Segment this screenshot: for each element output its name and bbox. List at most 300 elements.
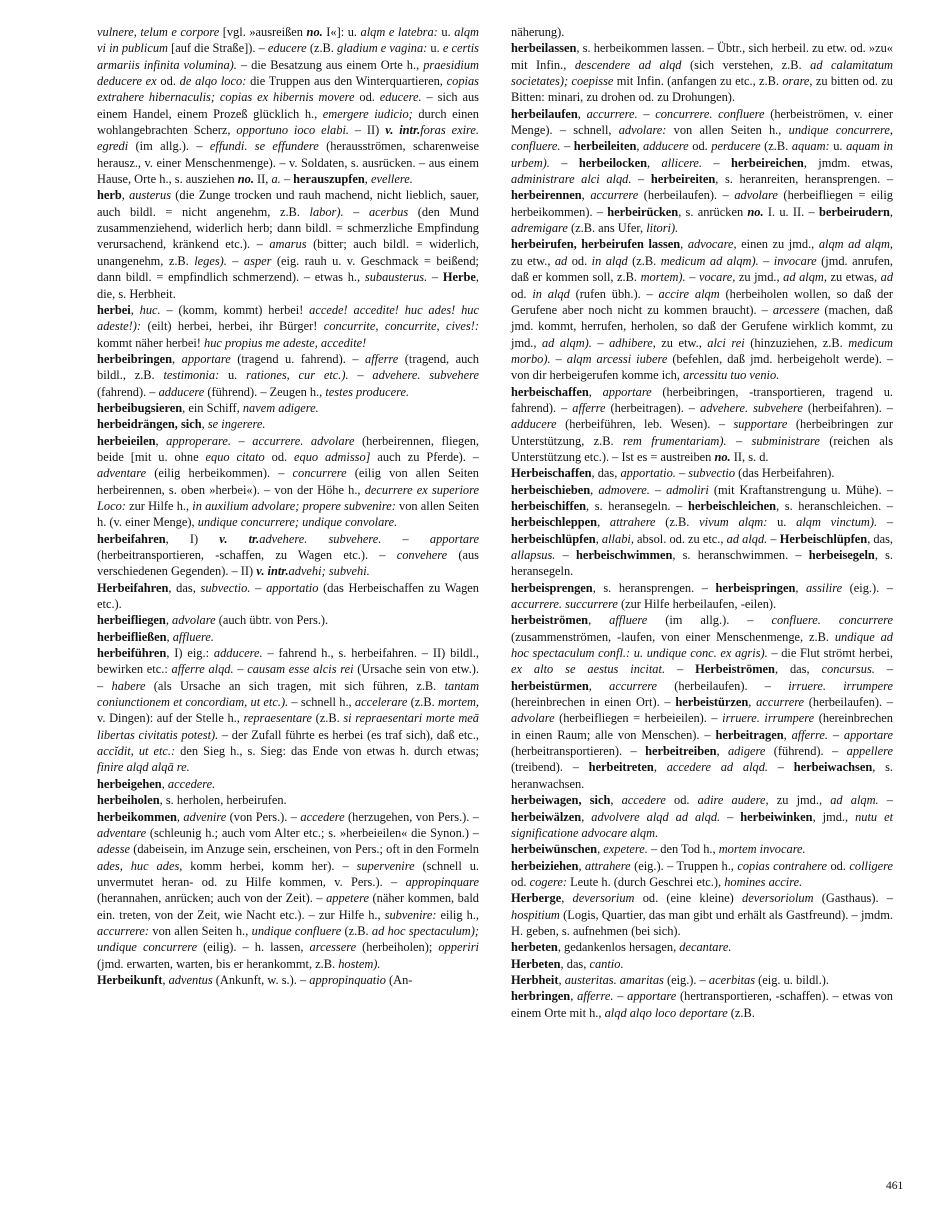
entry-latin: afferre. — [577, 989, 614, 1004]
entry-text: , — [590, 482, 599, 497]
entry-latin: e certis armariis infinita volumina). — [97, 41, 480, 72]
entry-headword: herbeitreten — [588, 760, 654, 775]
entry-latin: advehere. subvehere — [700, 400, 803, 415]
entry-latin: concurrite, concurrite, cives!: — [323, 319, 479, 334]
entry-latin: medicum morbo). — [511, 335, 893, 366]
entry-text: I. u. II. – — [763, 204, 819, 219]
entry-text: komm herbei, komm her). – — [182, 858, 357, 873]
entry-latin: affluere. — [172, 629, 214, 644]
entry-text: , I) eig.: — [166, 646, 214, 661]
entry-text: – — [280, 172, 294, 187]
entry-latin: assilire — [806, 580, 843, 595]
entry-latin: admovere. — [598, 482, 650, 497]
entry-latin: appropinquare — [405, 874, 479, 889]
dictionary-entry — [97, 629, 479, 645]
entry-latin: decurrere ex superiore Loco: — [97, 482, 479, 513]
entry-headword: herbeirufen, herbeirufen lassen — [511, 237, 681, 252]
entry-headword: herbeirücken — [607, 204, 679, 219]
entry-text: (rufen übh.). – — [569, 286, 659, 301]
entry-text: , das, — [168, 580, 201, 595]
entry-latin: expetere. — [603, 842, 648, 857]
entry-latin: ad alqm. — [830, 793, 879, 808]
entry-text: – — [560, 139, 574, 154]
entry-text: (herbeiströmen, v. einer Menge). – schnell, — [511, 106, 893, 138]
entry-latin: effundi. se effundere — [209, 139, 319, 154]
entry-headword: herbeidrängen, sich — [97, 417, 202, 432]
entry-latin: adducere — [158, 384, 205, 399]
entry-latin: allicere. — [661, 155, 703, 170]
entry-text: durch einen wohlangebrachten Scherz, — [97, 106, 479, 138]
entry-latin: austeritas. amaritas — [564, 972, 664, 987]
entry-headword: herbeistürmen — [511, 678, 589, 693]
entry-abbrev: v. tr. — [219, 531, 260, 546]
entry-headword: herbeikommen — [97, 809, 177, 824]
entry-latin: convehere — [396, 548, 448, 562]
entry-text: (herannahen, anrücken; auch von der Zeit). – — [97, 891, 327, 906]
entry-latin: equo citato — [205, 449, 265, 464]
entry-text: zur Hilfe h., — [125, 498, 193, 513]
entry-text: – — [343, 204, 369, 219]
entry-text: (dabeisein, im Anzuge sein, erscheinen, von Pers.; oft in den Formeln — [130, 842, 479, 857]
entry-text: (jmd. anrufen, daß er kommen soll, z.B. — [511, 253, 894, 285]
entry-text: , s. heranschwimmen. – — [672, 548, 809, 562]
entry-text: zu jmd., — [735, 270, 784, 285]
entry-latin: accurrere — [590, 188, 639, 203]
entry-latin: undique ad hoc spectaculum confl.: u. undique conc. ex agris). — [511, 629, 893, 661]
entry-text: od. — [688, 139, 712, 154]
entry-text: , s. heransegeln. – — [586, 498, 688, 513]
entry-text: od. — [665, 793, 698, 808]
entry-latin: foras exire. egredi — [97, 123, 479, 154]
entry-text: , — [558, 972, 565, 987]
entry-text: (treibend). – — [511, 760, 589, 775]
entry-headword: Herbeifahren — [97, 580, 169, 595]
entry-latin: nutu et significatione advocare alqm. — [511, 809, 894, 840]
entry-text: , — [364, 172, 371, 187]
entry-text: (z.B. — [306, 41, 338, 56]
entry-text: (sich verstehen, z.B. — [681, 57, 811, 72]
entry-headword: Herbeikunft — [97, 972, 163, 987]
entry-text: (herbeilaufen). – — [804, 695, 893, 710]
entry-headword: herbeirennen — [511, 188, 582, 203]
entry-text: (tragend u. fahrend). – — [230, 351, 365, 366]
entry-latin: administrare alci alqd. — [511, 172, 632, 187]
entry-latin: confluere. concurrere — [771, 613, 893, 628]
entry-latin: admoliri — [666, 482, 709, 497]
entry-latin: alqm arcessi iubere — [566, 351, 668, 366]
dictionary-entry — [511, 858, 893, 891]
dictionary-entry — [97, 972, 479, 988]
entry-text: II, s. d. — [730, 449, 769, 464]
entry-text: , das, — [560, 956, 590, 971]
entry-text: , — [680, 237, 688, 252]
entry-text: zu etw., — [511, 253, 555, 268]
entry-text: – — [665, 662, 696, 677]
entry-text: , — [130, 302, 140, 317]
entry-text: (führend). – Zeugen h., — [204, 384, 326, 399]
entry-headword: herbeigehen — [97, 776, 162, 791]
entry-latin: adducere. — [213, 646, 263, 661]
entry-text: (tragend, auch bildl., z.B. — [97, 351, 479, 383]
entry-text: , — [588, 384, 603, 399]
entry-text: (herbeirennen, fliegen, beide [mit u. ohne — [97, 433, 479, 464]
entry-latin: apportare — [429, 531, 479, 546]
entry-headword: herbeischleppen — [511, 515, 598, 530]
entry-headword: herbeischaffen — [511, 384, 589, 399]
entry-text: (herbeibringen zur Unterstützung, z.B. — [511, 417, 893, 448]
entry-text: zu etw., — [655, 335, 708, 350]
entry-headword: herbringen — [511, 989, 571, 1004]
entry-text: (eilig von allen Seiten herbeirennen, s. oben »herbei«). – von der Höhe h., — [97, 466, 479, 497]
page-number: 461 — [886, 1180, 904, 1192]
entry-text: – — [878, 793, 893, 808]
entry-text: (herbeibringen, -transportieren, tragend u. fahrend). – — [511, 384, 893, 415]
entry-text: (jmd. erwarten, warten, bis er herankommt, z.B. — [97, 956, 339, 971]
entry-text: , das, — [774, 662, 822, 677]
entry-latin: allabi, — [601, 531, 634, 546]
entry-latin: alqm vi in publicum — [97, 25, 479, 56]
entry-text: (herbeiholen); — [356, 940, 439, 955]
entry-text: (Ankunft, w. s.). – — [212, 972, 310, 987]
entry-text: (z.B. — [407, 695, 439, 710]
entry-text: (herzugehen, von Pers.). – — [344, 809, 479, 824]
entry-text: , s. herholen, herbeirufen. — [159, 793, 287, 808]
entry-latin: testimonia: — [163, 368, 220, 383]
entry-headword: herbeischiffen — [511, 498, 587, 513]
entry-text: – — [726, 433, 752, 448]
entry-text: , das, — [867, 531, 894, 546]
entry-latin: deversorium — [572, 891, 635, 906]
entry-latin: testes producere. — [325, 384, 410, 399]
entry-headword: Herbeiströmen — [695, 662, 775, 677]
entry-latin: litori). — [646, 221, 679, 236]
entry-latin: amarus — [269, 237, 307, 252]
entry-latin: arcessere — [309, 940, 357, 955]
entry-text: u. — [437, 25, 455, 39]
entry-latin: advehi; subvehi. — [288, 564, 370, 579]
entry-headword: herbeifahren — [97, 531, 166, 546]
entry-text: u. — [767, 515, 797, 530]
entry-latin: homines accire. — [724, 874, 803, 889]
entry-headword: herbeischlüpfen — [511, 531, 596, 546]
entry-text: – — [702, 155, 732, 170]
dictionary-entry — [511, 612, 893, 792]
entry-latin: accurrere — [756, 695, 805, 710]
entry-text: (herbeitransportieren). – — [511, 744, 646, 759]
entry-headword: herbeibugsieren — [97, 400, 183, 415]
entry-latin: emergere iudicio; — [322, 106, 413, 121]
entry-latin: alqm e latebra: — [360, 25, 438, 39]
entry-latin: approperare. — [166, 433, 231, 448]
entry-latin: in alqd — [532, 286, 570, 301]
entry-latin: afferre alqd. — [171, 662, 234, 677]
entry-text: (eig. u. bildl.). — [755, 972, 830, 987]
entry-latin: supportare — [733, 417, 788, 432]
entry-text: (herbeifahren). – — [802, 400, 893, 415]
entry-text: eilig h., — [436, 907, 480, 922]
entry-latin: advolare: — [618, 123, 667, 138]
entry-text: – — [631, 172, 651, 187]
entry-latin: evellere. — [370, 172, 413, 187]
entry-latin: ex alto se aestus incitat. — [511, 662, 666, 677]
entry-text: – — [250, 580, 267, 595]
entry-headword: herbeischwimmen — [575, 548, 673, 562]
entry-latin: habere — [111, 678, 146, 693]
entry-text: , — [578, 858, 585, 873]
dictionary-entry — [511, 40, 893, 105]
dictionary-entry — [511, 841, 893, 857]
entry-text: (eilig). – h. lassen, — [197, 940, 310, 955]
entry-latin: accurrere. succurrere — [511, 597, 618, 612]
entry-text: auch zu Pferde). – — [370, 449, 479, 464]
entry-latin: allapsus. — [511, 548, 556, 562]
entry-headword: herbeitragen — [715, 727, 784, 742]
entry-text: – — [226, 253, 244, 268]
entry-latin: opperiri — [438, 940, 479, 955]
entry-text: zu jmd., — [768, 793, 831, 808]
entry-text: – — [827, 727, 844, 742]
entry-latin: advocare, — [687, 237, 737, 252]
entry-text: – — [649, 482, 667, 497]
entry-text: od. — [264, 449, 295, 464]
entry-text: (hertransportieren, -schaffen). – etwas von einem Orte mit h., — [511, 989, 893, 1020]
entry-text: I«]: u. — [322, 25, 361, 39]
entry-text: , gedankenlos hersagen, — [557, 940, 680, 955]
dictionary-entry — [97, 400, 479, 416]
entry-latin: copias extrahere hibernaculis; copias ex hibernis movere — [97, 74, 479, 105]
entry-text: , s. heransegeln. — [511, 548, 893, 579]
entry-text: , — [581, 188, 591, 203]
entry-latin: adducere — [511, 417, 557, 432]
entry-headword: herbeitreiben — [645, 744, 717, 759]
entry-text: (z.B. — [627, 253, 661, 268]
entry-latin: accedere. — [167, 776, 216, 791]
entry-text: (machen, daß jmd. kommt, herrufen, herholen, so daß der Gerufene wirklich kommt, zu jmd., — [511, 302, 893, 350]
entry-headword: herbeischieben — [511, 482, 591, 497]
entry-latin: in auxilium advolare; propere subvenire: — [192, 498, 396, 513]
entry-headword: herbeiströmen — [511, 613, 589, 628]
entry-abbrev: no. — [306, 25, 323, 39]
entry-latin: accire alqm — [658, 286, 720, 301]
entry-latin: in alqd — [591, 253, 628, 268]
entry-headword: Herbe — [442, 270, 476, 285]
entry-text: , — [155, 433, 167, 448]
entry-latin: mortem, — [438, 695, 479, 710]
entry-headword: herbeireiten — [650, 172, 716, 187]
entry-latin: arcessitu tuo venio. — [683, 368, 780, 383]
entry-text: od. — [511, 874, 530, 889]
entry-latin: rem frumentariam). — [623, 433, 727, 448]
entry-latin: advolare — [511, 711, 555, 726]
entry-latin: a. — [271, 172, 281, 187]
entry-latin: afferre — [365, 351, 399, 366]
entry-text: (reichen als Unterstützung etc.). – Ist es = austreiben — [511, 433, 894, 464]
entry-latin: appetere — [326, 891, 369, 906]
entry-text: (herbeifliegen = herbeieilen). – — [554, 711, 723, 726]
dictionary-entry — [97, 351, 479, 400]
entry-text: , — [162, 972, 169, 987]
entry-latin: aquam: — [791, 139, 830, 154]
entry-headword: herbeilaufen — [511, 106, 578, 121]
dictionary-entry — [511, 580, 893, 613]
entry-headword: herbeten — [511, 940, 558, 955]
entry-latin: accurrere. advolare — [252, 433, 355, 448]
entry-text: (eig.). – — [663, 972, 709, 987]
entry-text: , — [176, 809, 184, 824]
entry-text: (herbeitragen). – — [605, 400, 701, 415]
entry-latin: alqm ad alqm, — [818, 237, 894, 252]
entry-headword: Herbeten — [511, 956, 561, 971]
entry-text: , s. anrücken — [678, 204, 748, 219]
entry-latin: apportare — [627, 989, 677, 1004]
dictionary-entry — [97, 187, 479, 301]
entry-latin: attrahere — [585, 858, 631, 873]
entry-headword: herbeisegeln — [808, 548, 875, 562]
entry-text: (z.B. ans Ufer, — [567, 221, 647, 236]
entry-latin: navem adigere. — [242, 400, 319, 415]
dictionary-entry — [511, 106, 893, 237]
entry-latin: tantam coniunctionem et concordiam, ut etc.). — [97, 678, 480, 710]
right-column — [511, 24, 893, 1021]
entry-text: od. — [354, 90, 380, 105]
entry-latin: finire alqd alqā re. — [97, 760, 190, 775]
entry-latin: colligere — [849, 858, 894, 873]
entry-text: , s. heranreiten, heransprengen. – — [715, 172, 894, 187]
entry-text: (z.B. — [312, 711, 344, 726]
entry-latin: leges). — [194, 253, 227, 268]
entry-latin: adventus — [168, 972, 213, 987]
entry-headword: herbeileiten — [573, 139, 637, 154]
entry-text: , — [561, 891, 573, 906]
dictionary-entry — [511, 890, 893, 939]
entry-text: von allen Seiten h., — [149, 923, 252, 938]
entry-text: [vgl. »ausreißen — [219, 25, 307, 39]
entry-text: – den Tod h., — [647, 842, 719, 857]
dictionary-entry — [511, 988, 893, 1021]
entry-latin: irruere. irrumpere — [788, 678, 893, 693]
dictionary-entry — [97, 433, 479, 531]
entry-text: kommt näher herbei! — [97, 335, 205, 350]
entry-text: (Logis, Quartier, das man gibt und erhält als Gastfreund). – jmdm. H. geben, s. aufnehmen (bei sich). — [511, 907, 893, 938]
entry-latin: repraesentare — [243, 711, 313, 726]
entry-headword: Herbeischlüpfen — [779, 531, 868, 546]
entry-text: (hereinbrechen in einen Ort). – — [511, 695, 676, 710]
entry-headword: berbeirudern — [818, 204, 890, 219]
entry-headword: herbeiholen — [97, 793, 160, 808]
entry-text: , s. heransprengen. – — [592, 580, 716, 595]
entry-text: näherung). — [511, 25, 565, 39]
entry-text: – — [555, 548, 576, 562]
entry-text: (hinzuziehen, z.B. — [744, 335, 849, 350]
entry-text: (von Pers.). – — [226, 809, 301, 824]
entry-latin: equo admisso] — [294, 449, 371, 464]
entry-latin: attrahere — [609, 515, 656, 530]
entry-headword: herbeiführen — [97, 646, 167, 661]
entry-text: od. — [511, 286, 533, 301]
entry-latin: de alqo loco: — [179, 74, 247, 89]
entry-latin: orare, — [782, 74, 813, 89]
dictionary-entry — [511, 465, 893, 481]
entry-latin: accede! accedite! huc ades! huc adeste!): — [97, 302, 479, 334]
dictionary-entry — [97, 416, 479, 432]
entry-latin: subvectio. — [200, 580, 251, 595]
entry-text: (zur Hilfe herbeilaufen, -eilen). — [617, 597, 777, 612]
entry-text: (herbeitransportieren, -schaffen, zu Wagen etc.). – — [97, 548, 397, 562]
entry-latin: asper — [243, 253, 272, 268]
entry-latin: se ingerere. — [207, 417, 266, 432]
entry-latin: accelerare — [354, 695, 408, 710]
entry-text: II, — [253, 172, 272, 187]
entry-latin: ad — [880, 270, 894, 285]
entry-latin: undique concurrere; undique convolare. — [197, 515, 398, 530]
entry-headword: herbei — [97, 302, 131, 317]
entry-text: , — [597, 842, 604, 857]
entry-latin: vulnere, telum e corpore — [97, 25, 220, 39]
dictionary-entry — [97, 776, 479, 792]
entry-latin: rationes, cur etc.). — [246, 368, 349, 383]
entry-text: , — [121, 188, 130, 203]
left-column — [97, 24, 479, 988]
entry-text: (mit Kraftanstrengung u. Mühe). – — [708, 482, 894, 497]
entry-latin: mortem). — [640, 270, 686, 285]
entry-headword: herbeispringen — [715, 580, 796, 595]
entry-text: – — [768, 760, 794, 775]
entry-text: , — [588, 613, 610, 628]
entry-latin: alqm vinctum). — [796, 515, 878, 530]
dictionary-entry — [97, 24, 479, 187]
entry-text: (zusammenströmen, -laufen, von einer Menschenmenge, z.B. — [511, 629, 835, 644]
entry-text: – — [427, 270, 443, 285]
entry-latin: subministrare — [751, 433, 820, 448]
entry-text: , — [201, 417, 208, 432]
dictionary-entry — [511, 236, 893, 383]
entry-text: (den Mund zusammenziehend, widerlich herb; dann bildl. = schmerzliche Empfindung verursachend, kränkend etc.). – — [97, 204, 480, 252]
entry-abbrev: v. intr. — [385, 123, 421, 138]
entry-text: – — [550, 351, 567, 366]
entry-text: , — [783, 727, 792, 742]
entry-text: – — [613, 989, 628, 1004]
entry-text: (eilig herbeikommen). – — [146, 466, 293, 481]
dictionary-entry — [511, 972, 893, 988]
entry-text: (herausströmen, scharenweise herausz., v. einer Menschenmenge). – v. Soldaten, s. ausrücken. – aus einem Hause, Orte h., s. ausziehen — [97, 139, 479, 187]
entry-latin: austerus — [129, 188, 172, 203]
entry-latin: advehere. subvehere — [372, 368, 479, 383]
entry-text: , I) — [165, 531, 220, 546]
dictionary-entry — [97, 809, 479, 972]
entry-latin: advolare — [734, 188, 778, 203]
entry-latin: accedere — [300, 809, 345, 824]
entry-text: , ein Schiff, — [182, 400, 243, 415]
entry-latin: educere. — [379, 90, 422, 105]
entry-latin: apportatio. — [620, 466, 676, 481]
dictionary-entry — [97, 645, 479, 776]
entry-latin: advehere. subvehere. — [259, 531, 382, 546]
entry-latin: praesidium deducere ex — [97, 57, 479, 89]
entry-latin: labor). — [309, 204, 344, 219]
entry-text: – sich aus einem Handel, einem Prozeß glücklich h., — [97, 90, 480, 121]
entry-abbrev: no. — [237, 172, 254, 187]
entry-text: v. Dingen): auf der Stelle h., — [97, 711, 244, 726]
entry-text: od. — [156, 74, 180, 89]
entry-latin: irruere. irrumpere — [722, 711, 815, 726]
entry-text: – fahrend h., s. herbeifahren. – II) bildl., bewirken etc.: — [97, 646, 480, 677]
entry-latin: undique confluere — [251, 923, 342, 938]
entry-latin: aquam in urbem). — [511, 139, 894, 170]
entry-latin: advolare — [172, 613, 216, 628]
entry-headword: herbeibringen — [97, 351, 173, 366]
entry-latin: affluere — [609, 613, 648, 628]
entry-latin: accedere ad alqd. — [666, 760, 768, 775]
